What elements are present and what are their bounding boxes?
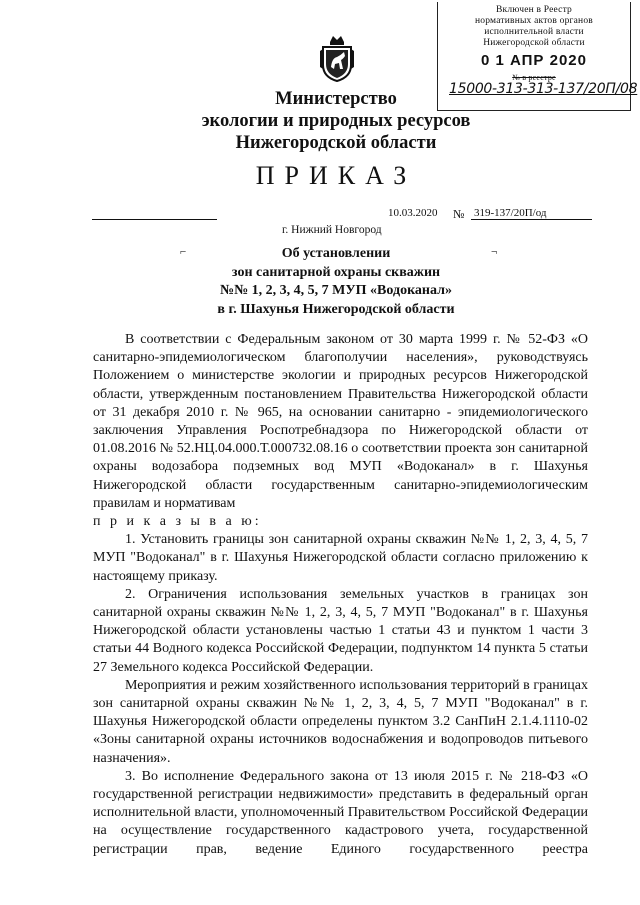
number-sign: № [453, 207, 465, 221]
subject-corner-right-icon: ¬ [491, 246, 498, 258]
document-body [93, 331, 588, 859]
subject-line-3: №№ 1, 2, 3, 4, 5, 7 МУП «Водоканал» [220, 283, 452, 298]
coat-of-arms-icon [318, 33, 356, 83]
document-date: 10.03.2020 [388, 207, 438, 219]
subject-corner-left-icon: ⌐ [180, 246, 187, 258]
ministry-line-3: Нижегородской области [235, 133, 437, 153]
document-number: 319-137/20П/од [471, 207, 592, 220]
stamp-line-3: исполнительной власти [484, 27, 584, 37]
stamp-number-label: № в реестре [512, 73, 556, 82]
document-subject [130, 245, 542, 319]
stamp-line-2: нормативных актов органов [475, 16, 593, 26]
subject-line-4: в г. Шахунья Нижегородской области [217, 301, 455, 317]
ministry-title [150, 88, 522, 154]
order-word: п р и к а з ы в а ю: [93, 514, 262, 530]
subject-line-2: зон санитарной охраны скважин [231, 264, 441, 280]
preamble-paragraph: В соответствии с Федеральным законом от 30 марта 1999 г. № 52-ФЗ «О санитарно-эпидемиологическом благополучии населения», руководствуясь Положением о министерстве экологии и природных ресурсов Нижегородской области, утвержденным постановлением Правительства Нижегородской области от 31 декабря 2010 г. № 965, на основании санитарно - эпидемиологического заключения Управления Роспотребнадзора по Нижегородской области от 01.08.2016 № 52.НЦ.04.000.Т.000732.08.16 о соответствии проекта зон санитарной охраны водозабора подземных вод МУП «Водоканал» в г. Шахунья Нижегородской области государственным санитарно-эпидемиологическим правилам и нормативам [93, 332, 588, 511]
clause-3-paragraph: 3. Во исполнение Федерального закона от 13 июля 2015 г. № 218-ФЗ «О государственной регистрации недвижимости» представить в федеральный орган исполнительной власти, уполномоченный Правительством Российской Федерации на осуществление государственного кадастрового учета, государственной регистрации прав, ведение Единого государственного реестра [93, 768, 588, 857]
stamp-line-4: Нижегородской области [483, 38, 585, 48]
subject-line-1: Об установлении [281, 246, 391, 261]
clause-1-paragraph: 1. Установить границы зон санитарной охраны скважин №№ 1, 2, 3, 4, 5, 7 МУП "Водоканал" в г. Шахунья Нижегородской области согласно приложению к настоящему приказу. [93, 532, 588, 584]
document-type: ПРИКАЗ [255, 161, 417, 190]
city-line: г. Нижний Новгород [282, 224, 382, 236]
stamp-date: 0 1 АПР 2020 [481, 52, 587, 69]
ministry-line-1: Министерство [275, 89, 397, 109]
blank-date-line [92, 219, 217, 220]
registry-number-handwritten: 15000-313-313-137/20П/08 [449, 81, 638, 97]
measures-paragraph: Мероприятия и режим хозяйственного использования территорий в границах зон санитарной охраны скважин №№ 1, 2, 3, 4, 5, 7 МУП "Водоканал" в г. Шахунья Нижегородской области определены пунктом 3.2 СанПиН 2.1.4.1110-02 «Зоны санитарной охраны источников водоснабжения и водопроводов питьевого назначения». [93, 677, 588, 766]
ministry-line-2: экологии и природных ресурсов [201, 111, 471, 131]
clause-2-paragraph: 2. Ограничения использования земельных участков в границах зон санитарной охраны скважин №№ 1, 2, 3, 4, 5, 7 МУП "Водоканал" в г. Шахунья Нижегородской области установлены частью 1 статьи 43 и пунктом 1 части 3 статьи 44 Водного кодекса Российской Федерации, подпунктом 14 пункта 5 статьи 27 Земельного кодекса Российской Федерации. [93, 586, 588, 675]
stamp-line-1: Включен в Реестр [495, 5, 572, 15]
